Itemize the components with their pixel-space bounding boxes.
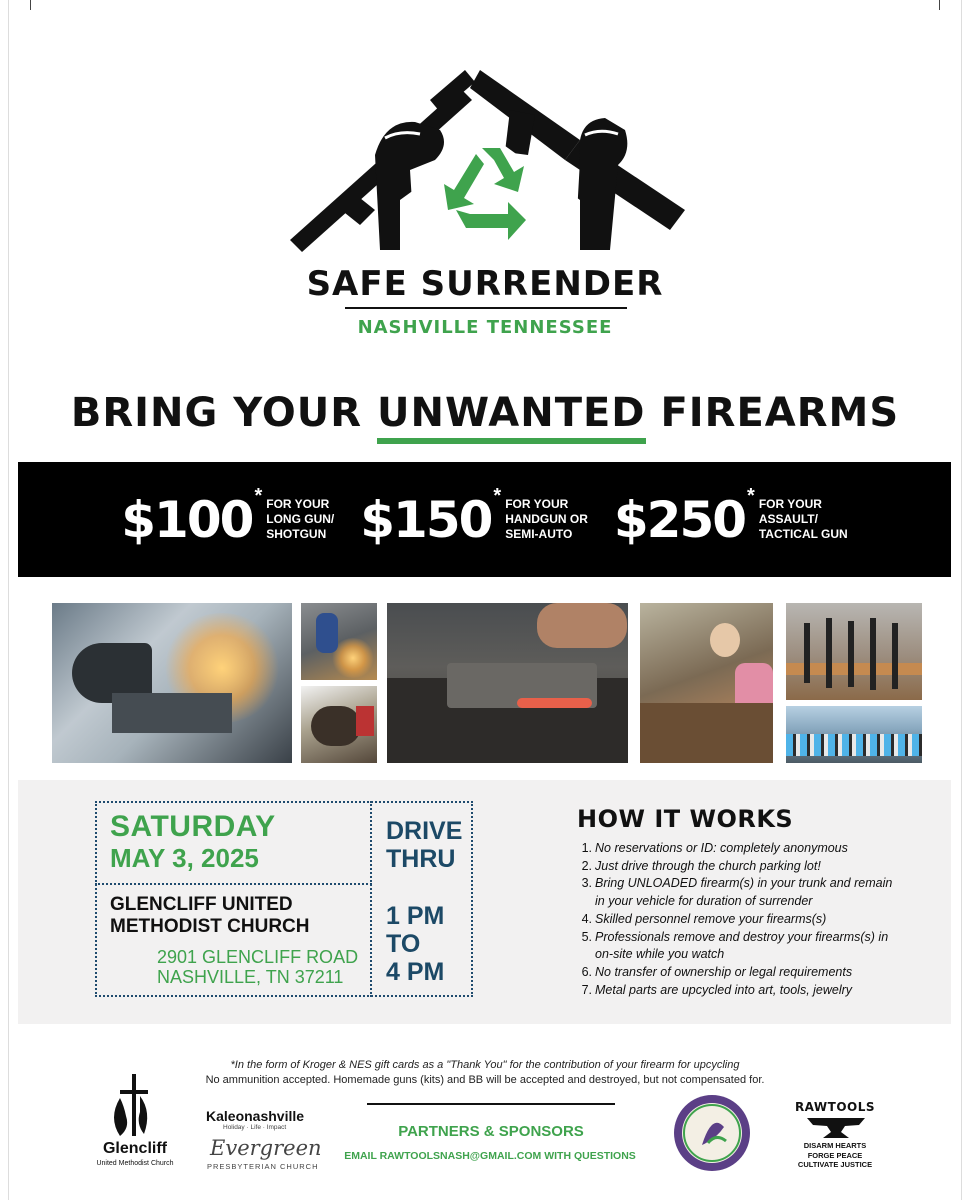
price-desc-line: HANDGUN OR: [505, 512, 588, 526]
event-mode: [386, 817, 462, 873]
step-number: 5.: [581, 929, 592, 944]
venue-name: GLENCLIFF UNITED: [110, 894, 293, 915]
venue-address: NASHVILLE, TN 37211: [157, 967, 344, 987]
crop-mark: [939, 0, 940, 10]
brand-subtitle: NASHVILLE TENNESSEE: [357, 317, 613, 338]
step-number: 2.: [581, 858, 592, 873]
step-text: No reservations or ID: completely anonymous: [595, 841, 848, 855]
list-item: [576, 982, 895, 1000]
list-item: [576, 929, 895, 964]
price-desc-line: ASSAULT/: [758, 512, 818, 526]
photo-anvil-hammer: [387, 603, 628, 763]
headline-highlight: UNWANTED: [377, 390, 646, 444]
step-text: Skilled personnel remove your firearms(s): [595, 911, 827, 926]
footnote-ammunition: No ammunition accepted. Homemade guns (kits) and BB will be accepted and destroyed, but not compensated for.: [205, 1074, 765, 1086]
list-item: [576, 911, 895, 929]
mode-line: DRIVE: [386, 817, 463, 845]
photo-grinder-sparks: [52, 603, 292, 763]
price-desc-line: LONG GUN/: [266, 512, 335, 526]
step-text: No transfer of ownership or legal requirements: [595, 964, 853, 979]
rawtools-tagline: [780, 1141, 890, 1170]
tagline-line: FORGE PEACE: [807, 1150, 863, 1160]
box-divider-horizontal: [95, 883, 372, 885]
price-desc-line: SHOTGUN: [266, 527, 327, 541]
price-description: [266, 497, 334, 542]
step-text: Bring UNLOADED firearm(s) in your trunk and remain in your vehicle for duration of surrender: [595, 876, 893, 909]
venue-address: 2901 GLENCLIFF ROAD: [157, 947, 359, 967]
how-it-works-title: HOW IT WORKS: [577, 805, 794, 833]
time-line: 1 PM: [386, 902, 445, 930]
anvil-icon: [805, 1116, 867, 1140]
price-amount: $150: [360, 490, 492, 549]
price-description: [759, 497, 848, 542]
crop-mark: [30, 0, 31, 10]
step-text: Metal parts are upcycled into art, tools, jewelry: [595, 982, 853, 997]
photo-garden-tools: [786, 603, 922, 700]
photo-volunteer-group: [786, 706, 922, 763]
price-assault: [613, 484, 848, 549]
evergreen-sub: PRESBYTERIAN CHURCH: [207, 1162, 319, 1171]
safe-surrender-logo: [280, 60, 700, 260]
photo-forging-outdoors: [301, 603, 377, 680]
mode-line: THRU: [386, 845, 456, 873]
event-time: [386, 902, 444, 986]
how-it-works-list: [576, 840, 895, 999]
step-number: 4.: [581, 911, 592, 926]
price-desc-line: FOR YOUR: [266, 497, 330, 511]
tagline-line: CULTIVATE JUSTICE: [797, 1160, 873, 1169]
list-item: [576, 840, 895, 858]
list-item: [576, 964, 895, 982]
glencliff-logo-sub: United Methodist Church: [96, 1160, 174, 1167]
headline-after: FIREARMS: [645, 390, 900, 436]
box-divider-vertical: [370, 801, 372, 997]
evergreen-logo: Evergreen: [210, 1136, 322, 1160]
photo-cutting-gun: [301, 686, 377, 763]
price-bar: [18, 462, 951, 577]
step-number: 1.: [581, 841, 592, 855]
price-desc-line: FOR YOUR: [505, 497, 569, 511]
price-desc-line: SEMI-AUTO: [505, 527, 573, 541]
recycle-reinvest-seal: [672, 1093, 752, 1173]
time-line: 4 PM: [386, 958, 445, 986]
brand-divider: [345, 307, 627, 309]
list-item: [576, 858, 895, 876]
step-number: 6.: [581, 964, 592, 979]
price-asterisk: *: [493, 484, 502, 507]
headline: [0, 390, 970, 444]
time-line: TO: [386, 930, 421, 958]
price-desc-line: TACTICAL GUN: [758, 527, 848, 541]
step-text: Professionals remove and destroy your firearms(s) in on-site while you watch: [595, 929, 889, 962]
rawtools-logo: RAWTOOLS: [794, 1100, 876, 1114]
event-date: MAY 3, 2025: [110, 843, 259, 873]
tagline-line: DISARM HEARTS: [803, 1141, 867, 1150]
photo-workshop-people: [640, 603, 773, 763]
price-asterisk: *: [747, 484, 755, 507]
kaleo-tagline: Holiday · Life · Impact: [223, 1124, 287, 1131]
footnote-gift-cards: *In the form of Kroger & NES gift cards as a "Thank You" for the contribution of your firearm for upcycling: [230, 1059, 740, 1071]
step-text: Just drive through the church parking lot!: [595, 858, 821, 873]
price-desc-line: FOR YOUR: [758, 497, 822, 511]
price-amount: $100: [121, 490, 253, 549]
price-description: [505, 497, 588, 542]
partners-title: PARTNERS & SPONSORS: [398, 1123, 584, 1140]
event-day: SATURDAY: [110, 810, 276, 843]
step-number: 7.: [581, 982, 592, 997]
price-amount: $250: [613, 490, 746, 549]
price-handgun: [360, 484, 588, 549]
kaleo-logo: Kaleonashville: [206, 1108, 305, 1124]
partners-divider: [367, 1103, 615, 1105]
glencliff-logo-name: Glencliff: [102, 1140, 167, 1157]
brand-title: SAFE SURRENDER: [306, 264, 664, 304]
headline-before: BRING YOUR: [70, 390, 377, 436]
venue-name: METHODIST CHURCH: [110, 916, 310, 937]
partners-email: EMAIL RAWTOOLSNASH@GMAIL.COM WITH QUESTIONS: [344, 1150, 636, 1162]
price-long-gun: [121, 484, 335, 549]
price-asterisk: *: [254, 484, 263, 507]
list-item: [576, 875, 895, 910]
step-number: 3.: [581, 876, 592, 891]
